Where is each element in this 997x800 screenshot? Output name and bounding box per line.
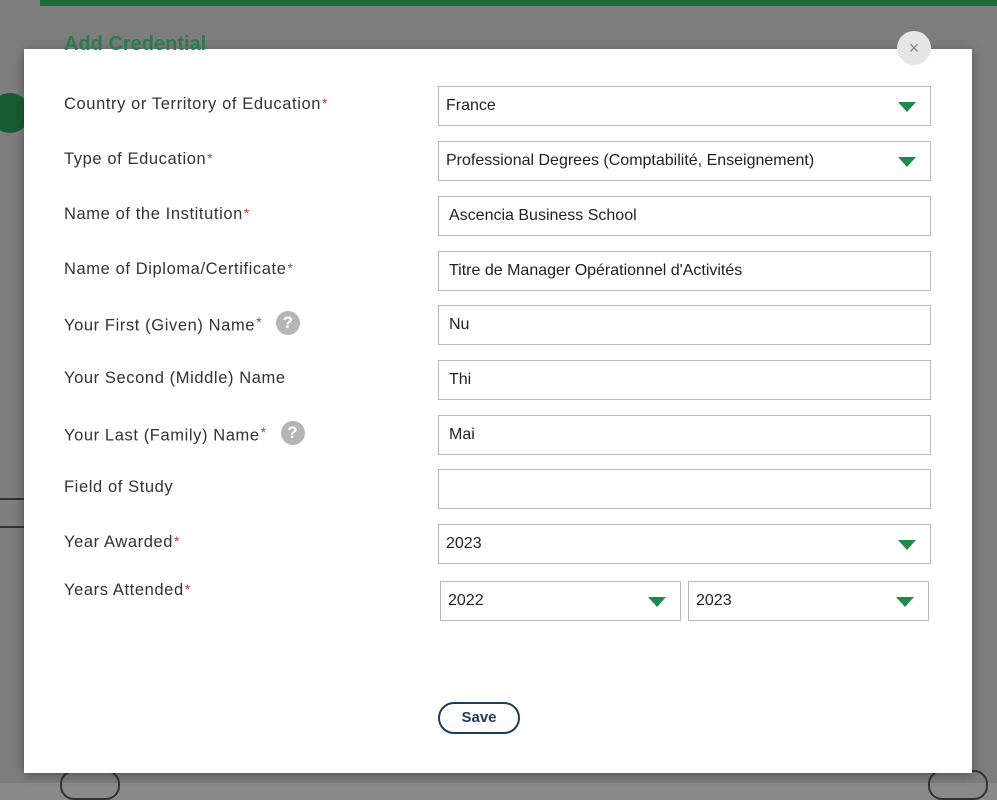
- close-button[interactable]: [897, 31, 931, 65]
- first-name-label: Your First (Given) Name* ?: [64, 314, 300, 338]
- institution-label: Name of the Institution*: [64, 205, 250, 223]
- education-type-label: Type of Education*: [64, 150, 214, 168]
- top-accent-bar: [40, 0, 997, 6]
- last-name-input[interactable]: Mai: [438, 415, 931, 455]
- help-icon[interactable]: ?: [281, 421, 305, 445]
- background-button: [60, 770, 120, 800]
- diploma-label: Name of Diploma/Certificate*: [64, 260, 294, 278]
- first-name-input[interactable]: Nu: [438, 305, 931, 345]
- country-select[interactable]: France: [438, 86, 931, 126]
- modal-title: Add Credential: [64, 33, 207, 55]
- institution-input[interactable]: Ascencia Business School: [438, 196, 931, 236]
- add-credential-modal: [24, 33, 972, 773]
- chevron-down-icon: [896, 597, 914, 607]
- last-name-label: Your Last (Family) Name* ?: [64, 424, 305, 448]
- save-button[interactable]: Save: [438, 702, 520, 734]
- year-awarded-select[interactable]: 2023: [438, 524, 931, 564]
- middle-name-label: Your Second (Middle) Name: [64, 369, 286, 387]
- chevron-down-icon: [648, 597, 666, 607]
- field-of-study-input[interactable]: [438, 469, 931, 509]
- chevron-down-icon: [898, 157, 916, 167]
- education-type-select[interactable]: Professional Degrees (Comptabilité, Enseignement): [438, 141, 931, 181]
- chevron-down-icon: [898, 540, 916, 550]
- close-icon: ×: [908, 38, 920, 58]
- year-awarded-label: Year Awarded*: [64, 533, 181, 551]
- years-attended-label: Years Attended*: [64, 581, 191, 599]
- field-of-study-label: Field of Study: [64, 478, 174, 496]
- background-button: [928, 770, 988, 800]
- chevron-down-icon: [898, 102, 916, 112]
- diploma-input[interactable]: Titre de Manager Opérationnel d'Activités: [438, 251, 931, 291]
- help-icon[interactable]: ?: [276, 311, 300, 335]
- years-attended-to-select[interactable]: 2023: [688, 581, 929, 621]
- country-label: Country or Territory of Education*: [64, 95, 329, 113]
- years-attended-from-select[interactable]: 2022: [440, 581, 681, 621]
- middle-name-input[interactable]: Thi: [438, 360, 931, 400]
